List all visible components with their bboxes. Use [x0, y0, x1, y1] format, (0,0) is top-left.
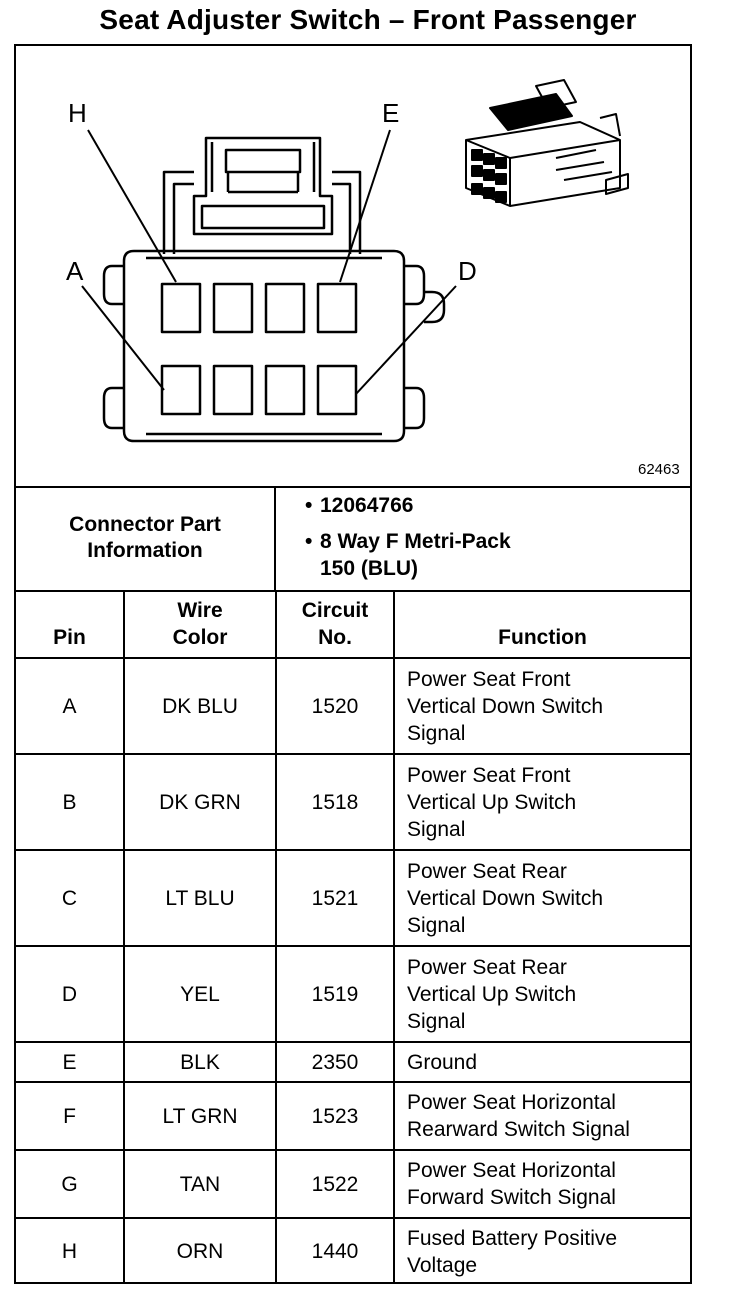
function-line: Vertical Down Switch	[407, 694, 604, 718]
circuit-cell: 2350	[276, 1042, 394, 1082]
function-cell	[394, 1082, 690, 1150]
pin-cell: H	[16, 1218, 124, 1284]
connector-body	[124, 251, 404, 441]
pin-cell: C	[16, 850, 124, 946]
cavity-a	[162, 366, 200, 414]
cavity-c	[266, 284, 304, 332]
function-line: Signal	[407, 1009, 466, 1033]
function-line: Power Seat Horizontal	[407, 1159, 616, 1182]
connector-info-label-line2: Information	[87, 539, 203, 562]
function-line: Power Seat Front	[407, 763, 571, 787]
function-cell	[394, 850, 690, 946]
connector-iso-view	[466, 80, 628, 206]
pin-cell: F	[16, 1082, 124, 1150]
pin-label-e: E	[382, 98, 400, 128]
function-line: Rearward Switch Signal	[407, 1118, 630, 1141]
table-header-row	[16, 590, 690, 658]
header-circuit-no: Circuit No.	[276, 590, 394, 658]
function-line: Forward Switch Signal	[407, 1186, 616, 1209]
header-wire-color: Wire Color	[124, 590, 276, 658]
document-frame	[14, 44, 692, 1284]
table-row	[16, 1218, 690, 1284]
function-line: Voltage	[407, 1253, 478, 1277]
circuit-cell: 1518	[276, 754, 394, 850]
bullet-icon: •	[305, 494, 313, 517]
connector-type: • 8 Way F Metri-Pack 150 (BLU)	[305, 530, 511, 580]
wire-color-cell: ORN	[124, 1218, 276, 1284]
function-line: Signal	[407, 913, 466, 937]
function-line: Power Seat Front	[407, 667, 571, 691]
function-line: Power Seat Rear	[407, 955, 567, 979]
table-row	[16, 1042, 690, 1082]
function-line: Vertical Up Switch	[407, 982, 577, 1006]
table-row	[16, 946, 690, 1042]
cavity-g	[266, 366, 304, 414]
cavity-h	[162, 284, 200, 332]
function-line: Fused Battery Positive	[407, 1226, 618, 1250]
circuit-cell: 1522	[276, 1150, 394, 1218]
function-line: Vertical Up Switch	[407, 790, 577, 814]
function-line: Ground	[407, 1050, 478, 1074]
page-title: Seat Adjuster Switch – Front Passenger	[99, 4, 637, 35]
pin-cell: B	[16, 754, 124, 850]
pin-cell: G	[16, 1150, 124, 1218]
connector-info-values	[276, 486, 690, 590]
leader-line-d	[356, 286, 456, 394]
header-function: Function	[394, 590, 690, 658]
figure-number: 62463	[638, 461, 680, 478]
function-line: Power Seat Rear	[407, 859, 567, 883]
header-pin: Pin	[16, 590, 124, 658]
circuit-cell: 1521	[276, 850, 394, 946]
function-cell	[394, 1042, 690, 1082]
circuit-cell: 1519	[276, 946, 394, 1042]
function-line: Signal	[407, 721, 466, 745]
table-row	[16, 1082, 690, 1150]
connector-part-number: • 12064766	[305, 494, 414, 517]
function-line: Power Seat Horizontal	[407, 1091, 616, 1114]
wire-color-cell: DK BLU	[124, 658, 276, 754]
circuit-cell: 1520	[276, 658, 394, 754]
pin-label-h: H	[68, 98, 87, 128]
function-cell	[394, 946, 690, 1042]
circuit-cell: 1440	[276, 1218, 394, 1284]
table-row	[16, 1150, 690, 1218]
pin-cell: A	[16, 658, 124, 754]
wire-color-cell: YEL	[124, 946, 276, 1042]
cavity-b	[214, 284, 252, 332]
wire-color-cell: DK GRN	[124, 754, 276, 850]
function-cell	[394, 754, 690, 850]
connector-latch	[194, 138, 332, 234]
cavity-e	[318, 284, 356, 332]
connector-info-label-line1: Connector Part	[69, 513, 221, 536]
function-cell	[394, 658, 690, 754]
bullet-icon: •	[305, 530, 313, 553]
pinout-rows	[16, 658, 690, 1284]
table-row	[16, 850, 690, 946]
pinout-table	[16, 590, 690, 1284]
wire-color-cell: BLK	[124, 1042, 276, 1082]
function-cell	[394, 1218, 690, 1284]
pin-cell: E	[16, 1042, 124, 1082]
wire-color-cell: LT BLU	[124, 850, 276, 946]
function-line: Signal	[407, 817, 466, 841]
connector-part-information	[16, 486, 690, 592]
pin-label-d: D	[458, 256, 477, 286]
connector-diagram	[16, 46, 690, 486]
circuit-cell: 1523	[276, 1082, 394, 1150]
connector-figure	[16, 46, 690, 488]
function-cell	[394, 1150, 690, 1218]
cavity-d	[318, 366, 356, 414]
wire-color-cell: LT GRN	[124, 1082, 276, 1150]
table-row	[16, 754, 690, 850]
wire-color-cell: TAN	[124, 1150, 276, 1218]
pin-cell: D	[16, 946, 124, 1042]
connector-info-label	[16, 486, 276, 590]
table-row	[16, 658, 690, 754]
pin-label-a: A	[66, 256, 84, 286]
cavity-f	[214, 366, 252, 414]
function-line: Vertical Down Switch	[407, 886, 604, 910]
